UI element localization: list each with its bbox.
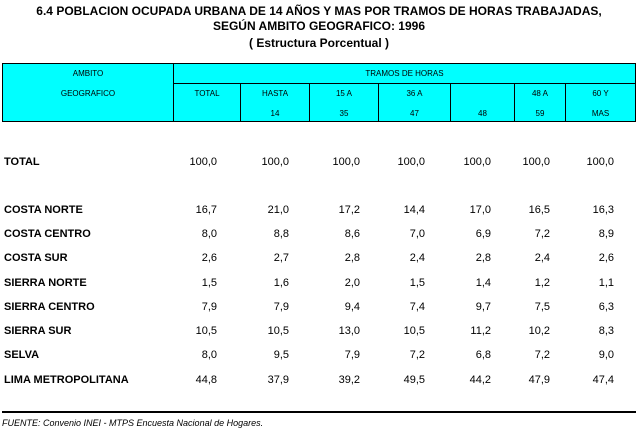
table-note: ( Estructura Porcentual ) [248, 36, 390, 50]
cell-hasta-14: 21,0 [267, 204, 289, 216]
cell-48: 6,9 [475, 228, 491, 240]
source-note: FUENTE: Convenio INEI - MTPS Encuesta Nacional de Hogares. [2, 418, 264, 428]
header-ambito-line1: AMBITO [72, 69, 104, 78]
row-label: COSTA SUR [4, 252, 68, 264]
cell-60-mas: 6,3 [598, 301, 614, 313]
cell-hasta-14: 7,9 [273, 301, 289, 313]
header-col-36-47-l1: 36 A [406, 89, 423, 98]
cell-48-59: 7,2 [534, 228, 550, 240]
cell-36-47: 10,5 [403, 325, 425, 337]
row-label: SIERRA CENTRO [4, 301, 95, 313]
cell-hasta-14: 10,5 [267, 325, 289, 337]
cell-60-mas: 47,4 [592, 374, 614, 386]
table-row-costa-norte [0, 203, 638, 217]
cell-36-47: 49,5 [403, 374, 425, 386]
cell-60-mas: 8,9 [598, 228, 614, 240]
table-row-total [0, 155, 638, 169]
row-label: TOTAL [4, 156, 40, 168]
header-col-60-mas-l1: 60 Y [592, 89, 609, 98]
header-col-60-mas-l2: MAS [591, 109, 610, 118]
cell-60-mas: 100,0 [586, 156, 614, 168]
table-subtitle: SEGÚN AMBITO GEOGRAFICO: 1996 [212, 19, 426, 33]
cell-48-59: 10,2 [528, 325, 550, 337]
header-col-48-59-l1: 48 A [531, 89, 548, 98]
table-row-sierra-centro [0, 300, 638, 314]
cell-48-59: 1,2 [534, 277, 550, 289]
cell-48: 11,2 [470, 325, 491, 337]
cell-48-59: 47,9 [528, 374, 550, 386]
cell-hasta-14: 8,8 [273, 228, 289, 240]
cell-15-35: 13,0 [338, 325, 360, 337]
source-footer [2, 411, 636, 428]
cell-15-35: 9,4 [344, 301, 360, 313]
table-row-lima-metropolitana [0, 373, 638, 387]
cell-total: 44,8 [195, 374, 217, 386]
cell-48-59: 2,4 [534, 252, 550, 264]
table-title: 6.4 POBLACION OCUPADA URBANA DE 14 AÑOS Y MAS POR TRAMOS DE HORAS TRABAJADAS, [36, 4, 602, 18]
cell-hasta-14: 100,0 [261, 156, 289, 168]
table-row-sierra-sur [0, 324, 638, 338]
header-col-15-35-l1: 15 A [335, 89, 352, 98]
cell-total: 16,7 [195, 204, 217, 216]
cell-15-35: 7,9 [344, 349, 360, 361]
cell-60-mas: 16,3 [592, 204, 614, 216]
header-col-hasta-14-l2: 14 [270, 109, 280, 118]
cell-48-59: 7,5 [534, 301, 550, 313]
cell-36-47: 2,4 [409, 252, 425, 264]
cell-48-59: 100,0 [522, 156, 550, 168]
row-label: SIERRA SUR [4, 325, 72, 337]
header-col-15-35-l2: 35 [339, 109, 349, 118]
cell-48-59: 7,2 [534, 349, 550, 361]
cell-36-47: 1,5 [409, 277, 425, 289]
cell-total: 7,9 [201, 301, 217, 313]
cell-15-35: 39,2 [338, 374, 360, 386]
cell-hasta-14: 2,7 [273, 252, 289, 264]
cell-48: 9,7 [475, 301, 491, 313]
cell-36-47: 100,0 [397, 156, 425, 168]
cell-48: 2,8 [475, 252, 491, 264]
cell-15-35: 17,2 [338, 204, 360, 216]
cell-total: 2,6 [201, 252, 217, 264]
cell-60-mas: 2,6 [598, 252, 614, 264]
cell-15-35: 2,8 [344, 252, 360, 264]
cell-36-47: 7,4 [409, 301, 425, 313]
cell-15-35: 100,0 [332, 156, 360, 168]
cell-48-59: 16,5 [528, 204, 550, 216]
row-label: COSTA CENTRO [4, 228, 91, 240]
cell-48: 6,8 [475, 349, 491, 361]
table-header [2, 63, 636, 122]
cell-60-mas: 9,0 [598, 349, 614, 361]
table-row-costa-centro [0, 227, 638, 241]
header-tramos: TRAMOS DE HORAS [365, 69, 444, 78]
row-label: LIMA METROPOLITANA [4, 374, 129, 386]
header-col-total: TOTAL [194, 89, 220, 98]
header-ambito-line2: GEOGRAFICO [60, 89, 116, 98]
table-row-costa-sur [0, 251, 638, 265]
table-row-sierra-norte [0, 276, 638, 290]
cell-hasta-14: 37,9 [267, 374, 289, 386]
cell-48: 44,2 [469, 374, 491, 386]
cell-48: 17,0 [469, 204, 491, 216]
header-col-36-47-l2: 47 [410, 109, 419, 118]
cell-hasta-14: 1,6 [273, 277, 289, 289]
cell-36-47: 14,4 [403, 204, 425, 216]
cell-total: 8,0 [201, 228, 217, 240]
row-label: SELVA [4, 349, 40, 361]
header-col-48-l2: 48 [478, 109, 487, 118]
row-label: COSTA NORTE [4, 204, 83, 216]
header-col-48-59-l2: 59 [535, 109, 545, 118]
cell-36-47: 7,2 [409, 349, 425, 361]
cell-15-35: 8,6 [344, 228, 360, 240]
table-row-selva [0, 348, 638, 362]
header-col-hasta-14-l1: HASTA [261, 89, 289, 98]
cell-total: 8,0 [201, 349, 217, 361]
cell-hasta-14: 9,5 [273, 349, 289, 361]
cell-total: 1,5 [201, 277, 217, 289]
row-label: SIERRA NORTE [4, 277, 87, 289]
cell-48: 100,0 [463, 156, 491, 168]
cell-15-35: 2,0 [344, 277, 360, 289]
cell-total: 10,5 [195, 325, 217, 337]
cell-60-mas: 1,1 [598, 277, 614, 289]
cell-36-47: 7,0 [409, 228, 425, 240]
cell-48: 1,4 [475, 277, 491, 289]
cell-60-mas: 8,3 [598, 325, 614, 337]
cell-total: 100,0 [189, 156, 217, 168]
